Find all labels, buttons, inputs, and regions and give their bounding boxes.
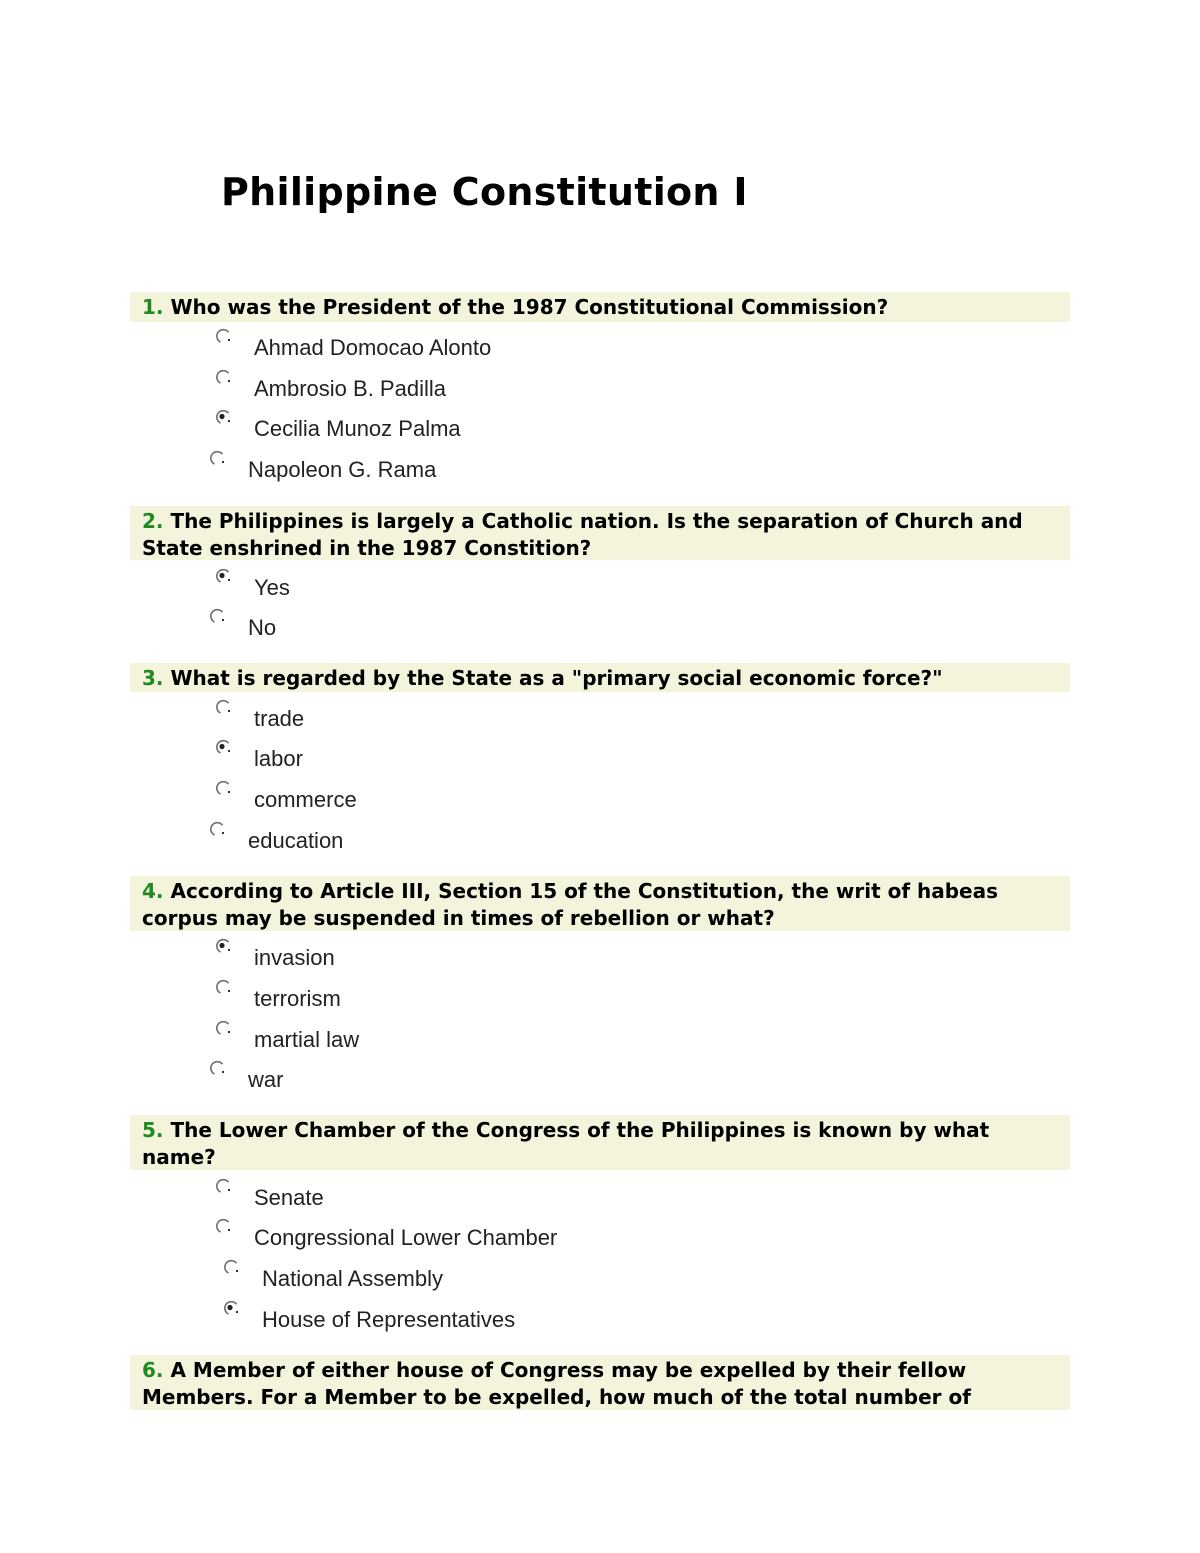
option-label: commerce (254, 787, 357, 812)
radio-tick (228, 710, 230, 712)
radio-tick (222, 832, 224, 834)
radio-tick (228, 791, 230, 793)
radio-tick (228, 420, 230, 422)
option-label: House of Representatives (262, 1307, 516, 1332)
radio-ring (217, 701, 229, 713)
question-text: The Lower Chamber of the Congress of the Philippines is known by what name? (142, 1118, 990, 1169)
option-label: No (248, 615, 277, 640)
radio-tick (222, 1071, 224, 1073)
radio-tick (236, 1311, 238, 1313)
question-text: What is regarded by the State as a "primary social economic force?" (170, 666, 943, 690)
radio-button-icon[interactable] (214, 978, 232, 996)
question-text: The Philippines is largely a Catholic nation. Is the separation of Church and State enshrined in the 1987 Constition? (142, 509, 1023, 560)
radio-selected-dot (219, 744, 224, 749)
radio-ring (217, 782, 229, 794)
radio-selected-dot (219, 943, 224, 948)
radio-tick (228, 579, 230, 581)
radio-tick (222, 619, 224, 621)
option-label: Ahmad Domocao Alonto (254, 335, 492, 360)
radio-tick (236, 1270, 238, 1272)
option-label: invasion (254, 945, 335, 970)
question-number: 4. (142, 879, 164, 903)
radio-ring (225, 1261, 237, 1273)
question-number: 6. (142, 1358, 164, 1382)
radio-button-icon[interactable] (214, 738, 232, 756)
radio-tick (228, 1189, 230, 1191)
question-number: 1. (142, 295, 164, 319)
radio-button-icon[interactable] (214, 1217, 232, 1235)
radio-ring (211, 610, 223, 622)
radio-tick (228, 990, 230, 992)
radio-ring (217, 1022, 229, 1034)
option-label: war (248, 1067, 284, 1092)
radio-button-icon[interactable] (214, 779, 232, 797)
question-6 (130, 1355, 1070, 1410)
radio-button-icon[interactable] (208, 820, 226, 838)
radio-button-icon[interactable] (214, 1177, 232, 1195)
radio-button-icon[interactable] (222, 1299, 240, 1317)
option-label: Senate (254, 1185, 324, 1210)
radio-ring (211, 823, 223, 835)
radio-button-icon[interactable] (214, 937, 232, 955)
option-label: labor (254, 746, 303, 771)
radio-ring (217, 1220, 229, 1232)
question-text: Who was the President of the 1987 Constitutional Commission? (170, 295, 889, 319)
option-label: trade (254, 706, 305, 731)
option-label: Cecilia Munoz Palma (254, 416, 461, 441)
radio-selected-dot (219, 573, 224, 578)
radio-tick (228, 750, 230, 752)
radio-button-icon[interactable] (214, 327, 232, 345)
radio-button-icon[interactable] (214, 567, 232, 585)
radio-ring (217, 330, 229, 342)
radio-tick (228, 339, 230, 341)
page-title: Philippine Constitution I (221, 170, 748, 214)
radio-button-icon[interactable] (214, 368, 232, 386)
radio-button-icon[interactable] (214, 408, 232, 426)
option-label: Ambrosio B. Padilla (254, 376, 446, 401)
radio-ring (217, 981, 229, 993)
option-label: martial law (254, 1027, 360, 1052)
option-label: Napoleon G. Rama (248, 457, 437, 482)
radio-button-icon[interactable] (214, 1019, 232, 1037)
radio-ring (211, 452, 223, 464)
question-number: 5. (142, 1118, 164, 1142)
option-label: terrorism (254, 986, 341, 1011)
radio-button-icon[interactable] (208, 449, 226, 467)
radio-tick (228, 949, 230, 951)
option-label: education (248, 828, 344, 853)
question-4 (130, 876, 1070, 931)
question-number: 2. (142, 509, 164, 533)
radio-tick (228, 1031, 230, 1033)
question-3 (130, 663, 1070, 692)
radio-tick (222, 461, 224, 463)
option-label: Congressional Lower Chamber (254, 1225, 558, 1250)
option-label: National Assembly (262, 1266, 443, 1291)
radio-button-icon[interactable] (208, 607, 226, 625)
radio-button-icon[interactable] (214, 698, 232, 716)
radio-selected-dot (219, 414, 224, 419)
option-label: Yes (254, 575, 290, 600)
radio-ring (217, 1180, 229, 1192)
question-text: A Member of either house of Congress may be expelled by their fellow Members. For a Member to be expelled, how much of the total number of (142, 1358, 971, 1409)
question-2 (130, 506, 1070, 560)
radio-ring (217, 371, 229, 383)
radio-tick (228, 380, 230, 382)
radio-button-icon[interactable] (208, 1059, 226, 1077)
radio-button-icon[interactable] (222, 1258, 240, 1276)
question-5 (130, 1115, 1070, 1170)
question-number: 3. (142, 666, 164, 690)
radio-ring (211, 1062, 223, 1074)
question-text: According to Article III, Section 15 of the Constitution, the writ of habeas corpus may be suspended in times of rebellion or what? (142, 879, 999, 930)
question-1 (130, 292, 1070, 322)
radio-selected-dot (227, 1305, 232, 1310)
radio-tick (228, 1229, 230, 1231)
